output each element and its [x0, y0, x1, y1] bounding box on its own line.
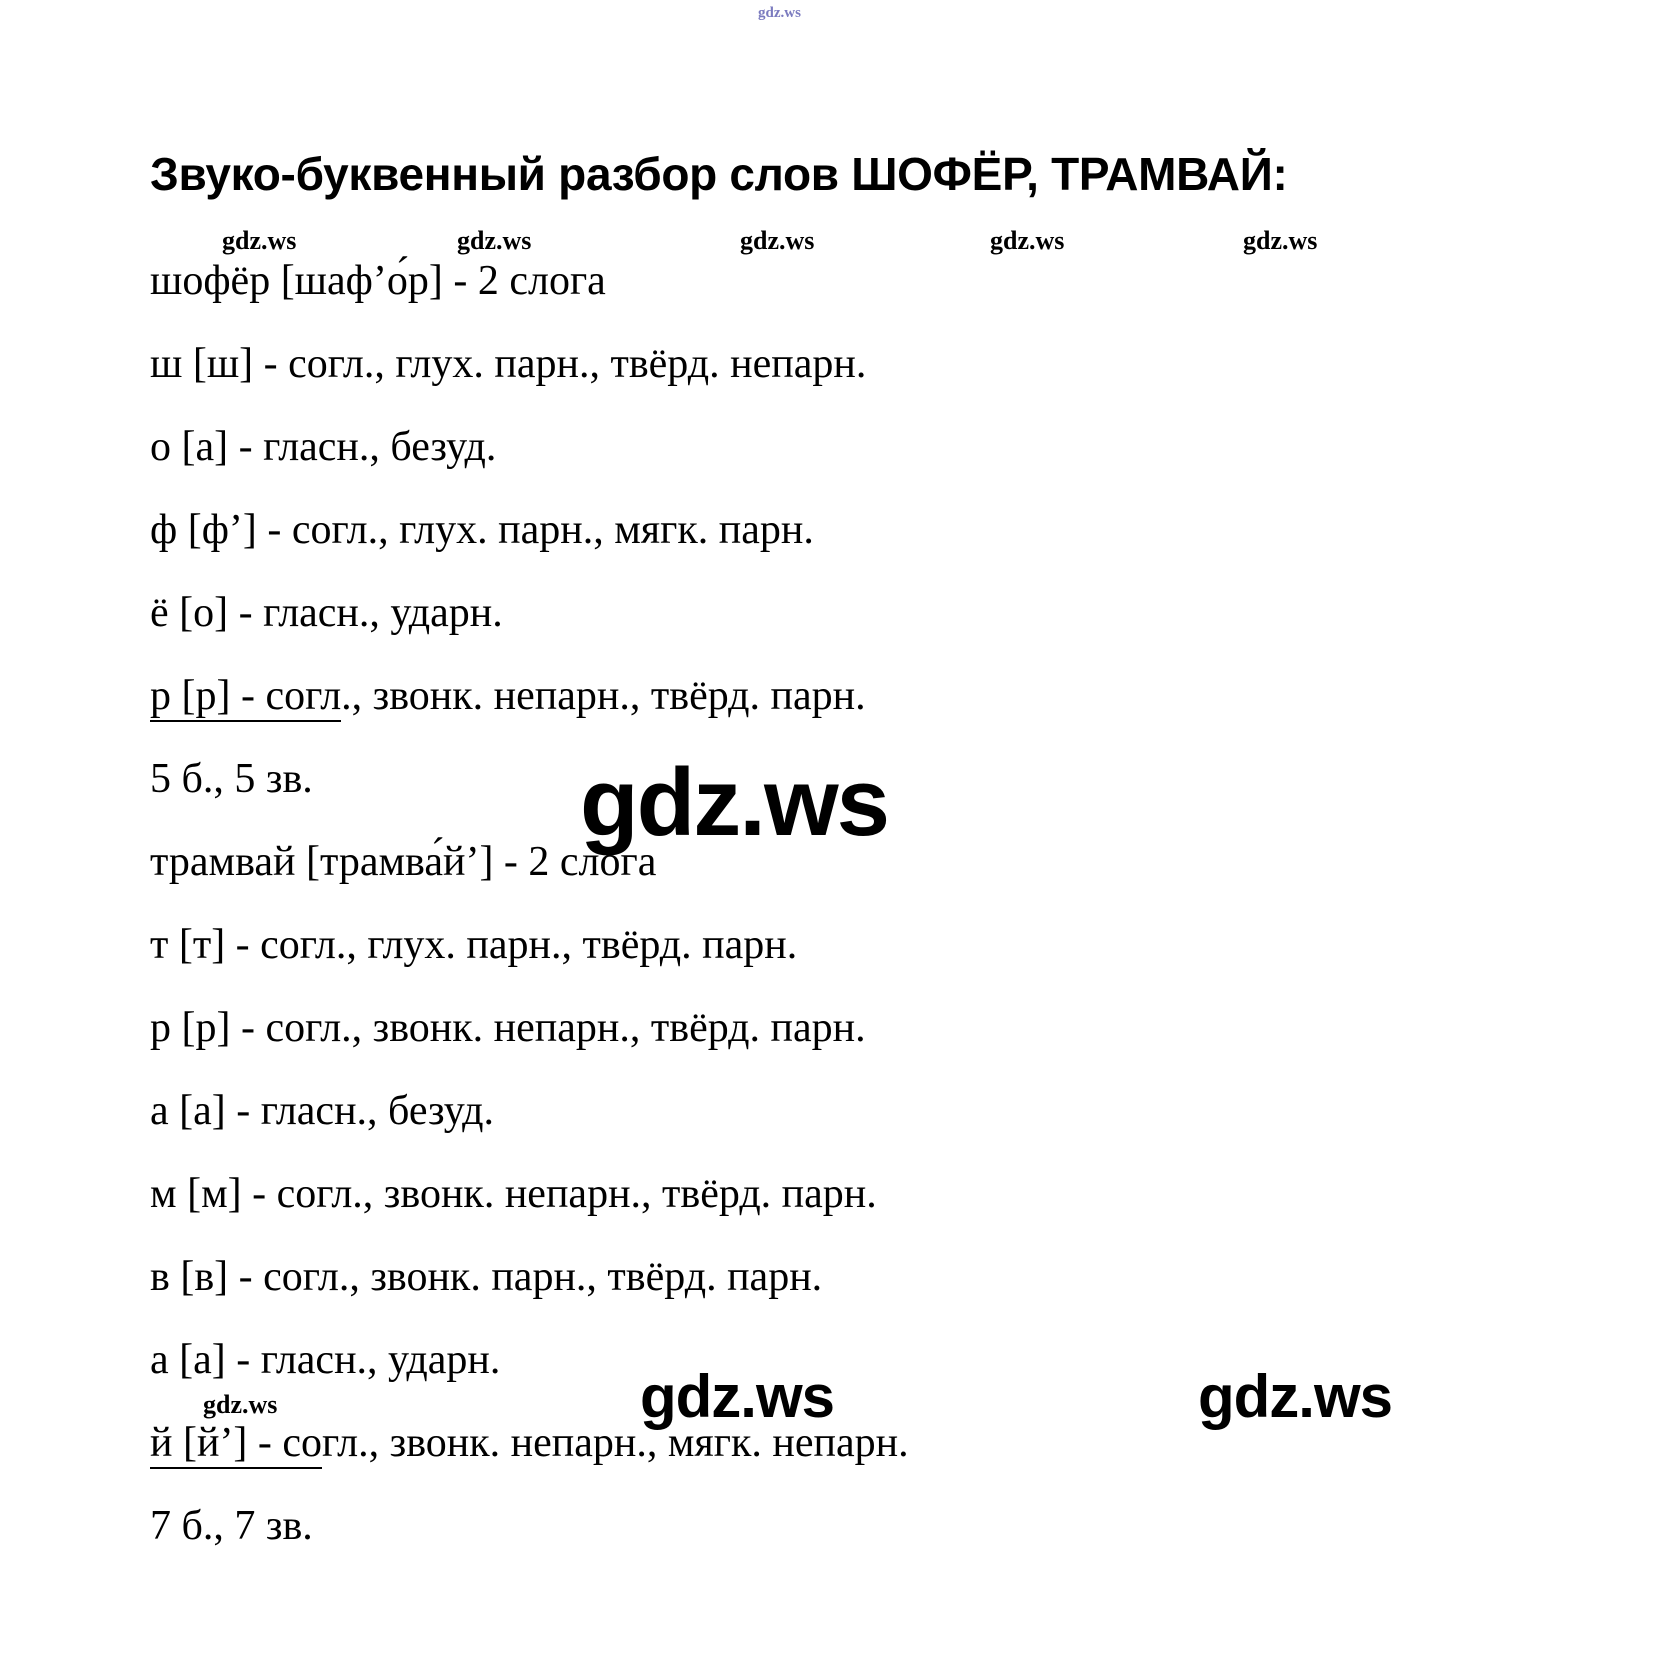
- watermark-mid: gdz.ws: [1198, 1363, 1393, 1430]
- sound-line: р [р] - согл., звонк. непарн., твёрд. парн.: [150, 1005, 866, 1052]
- line-remainder: ., звонк. непарн., твёрд. парн.: [341, 673, 866, 720]
- count-text: 5 б., 5 зв.: [150, 756, 313, 803]
- underlined-fragment: р [р] - согл: [150, 673, 341, 722]
- sound-line: ш [ш] - согл., глух. парн., твёрд. непарн.: [150, 341, 867, 388]
- watermark-tiny: gdz.ws: [990, 226, 1065, 255]
- count-text: 7 б., 7 зв.: [150, 1503, 313, 1550]
- watermark-tiny: gdz.ws: [457, 226, 532, 255]
- sound-line: м [м] - согл., звонк. непарн., твёрд. парн.: [150, 1171, 877, 1218]
- letter-sound-count: [150, 756, 1530, 803]
- sound-line-underlined: [150, 1420, 1530, 1467]
- sound-line: а [а] - гласн., безуд.: [150, 1088, 494, 1135]
- sound-line: ё [о] - гласн., ударн.: [150, 590, 503, 637]
- sound-line: в [в] - согл., звонк. парн., твёрд. парн.: [150, 1254, 823, 1301]
- watermark-large: gdz.ws: [580, 749, 889, 856]
- word-header-2: трамвай [трамва́й’] - 2 слога: [150, 839, 657, 886]
- sound-line-underlined: [150, 673, 1530, 720]
- watermark-tiny: gdz.ws: [222, 226, 297, 255]
- watermark-tiny: gdz.ws: [740, 226, 815, 255]
- watermark-tiny: gdz.ws: [203, 1390, 278, 1419]
- word-header-1: шофёр [шаф’о́р] - 2 слога: [150, 258, 606, 305]
- line-remainder: гл., звонк. непарн., мягк. непарн.: [322, 1420, 909, 1467]
- watermark-mid: gdz.ws: [640, 1363, 835, 1430]
- sound-line: о [а] - гласн., безуд.: [150, 424, 497, 471]
- document-body: [150, 150, 1530, 1588]
- letter-sound-count: [150, 1503, 1530, 1550]
- page-title: Звуко-буквенный разбор слов ШОФЁР, ТРАМВАЙ:: [150, 148, 1288, 200]
- underlined-fragment: й [й’] - со: [150, 1420, 322, 1469]
- sound-line: ф [ф’] - согл., глух. парн., мягк. парн.: [150, 507, 814, 554]
- watermark-top: gdz.ws: [758, 5, 801, 21]
- sound-line: а [а] - гласн., ударн.: [150, 1337, 501, 1384]
- watermark-tiny: gdz.ws: [1243, 226, 1318, 255]
- sound-line: т [т] - согл., глух. парн., твёрд. парн.: [150, 922, 798, 969]
